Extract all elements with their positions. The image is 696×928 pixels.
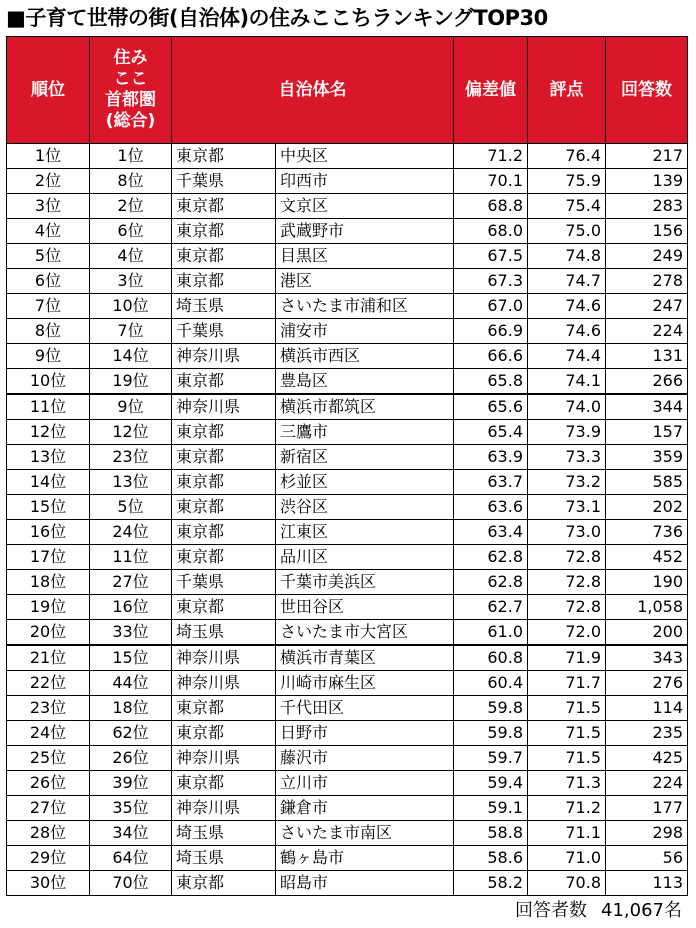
cell-rank: 19位 (7, 595, 90, 620)
cell-prefecture: 東京都 (172, 219, 276, 244)
cell-rank: 21位 (7, 645, 90, 671)
cell-municipality: 武蔵野市 (276, 219, 454, 244)
cell-score: 70.8 (528, 871, 606, 896)
table-row (7, 821, 688, 846)
cell-prefecture: 千葉県 (172, 570, 276, 595)
cell-municipality: 杉並区 (276, 470, 454, 495)
cell-metro-rank: 44位 (90, 671, 172, 696)
cell-metro-rank: 27位 (90, 570, 172, 595)
cell-responses: 139 (606, 169, 688, 194)
cell-deviation: 67.5 (454, 244, 528, 269)
cell-rank: 22位 (7, 671, 90, 696)
cell-prefecture: 千葉県 (172, 319, 276, 344)
cell-rank: 15位 (7, 495, 90, 520)
cell-rank: 24位 (7, 721, 90, 746)
cell-metro-rank: 13位 (90, 470, 172, 495)
cell-score: 71.3 (528, 771, 606, 796)
cell-deviation: 59.8 (454, 721, 528, 746)
table-row (7, 294, 688, 319)
cell-rank: 14位 (7, 470, 90, 495)
cell-deviation: 62.7 (454, 595, 528, 620)
table-row (7, 269, 688, 294)
table-row (7, 244, 688, 269)
cell-municipality: 鶴ヶ島市 (276, 846, 454, 871)
table-row (7, 620, 688, 646)
cell-metro-rank: 33位 (90, 620, 172, 646)
cell-responses: 298 (606, 821, 688, 846)
cell-score: 71.9 (528, 645, 606, 671)
cell-score: 75.9 (528, 169, 606, 194)
table-row (7, 344, 688, 369)
cell-prefecture: 東京都 (172, 244, 276, 269)
cell-municipality: さいたま市南区 (276, 821, 454, 846)
cell-deviation: 65.8 (454, 369, 528, 395)
table-row (7, 645, 688, 671)
table-row (7, 394, 688, 420)
cell-score: 71.5 (528, 721, 606, 746)
cell-metro-rank: 5位 (90, 495, 172, 520)
table-row (7, 470, 688, 495)
cell-score: 71.0 (528, 846, 606, 871)
table-row (7, 144, 688, 169)
cell-score: 74.6 (528, 294, 606, 319)
cell-prefecture: 埼玉県 (172, 846, 276, 871)
cell-deviation: 63.7 (454, 470, 528, 495)
cell-municipality: 川崎市麻生区 (276, 671, 454, 696)
cell-responses: 200 (606, 620, 688, 646)
cell-prefecture: 神奈川県 (172, 344, 276, 369)
table-row (7, 746, 688, 771)
cell-score: 74.1 (528, 369, 606, 395)
cell-deviation: 68.8 (454, 194, 528, 219)
cell-prefecture: 神奈川県 (172, 746, 276, 771)
cell-responses: 56 (606, 846, 688, 871)
respondent-total-label: 回答者数 (515, 900, 588, 921)
cell-metro-rank: 26位 (90, 746, 172, 771)
cell-rank: 28位 (7, 821, 90, 846)
cell-rank: 26位 (7, 771, 90, 796)
cell-municipality: 三鷹市 (276, 420, 454, 445)
cell-rank: 11位 (7, 394, 90, 420)
cell-deviation: 63.9 (454, 445, 528, 470)
cell-deviation: 66.6 (454, 344, 528, 369)
cell-prefecture: 東京都 (172, 445, 276, 470)
cell-deviation: 68.0 (454, 219, 528, 244)
cell-score: 71.2 (528, 796, 606, 821)
cell-prefecture: 東京都 (172, 144, 276, 169)
cell-metro-rank: 7位 (90, 319, 172, 344)
cell-metro-rank: 6位 (90, 219, 172, 244)
cell-prefecture: 東京都 (172, 871, 276, 896)
cell-prefecture: 神奈川県 (172, 645, 276, 671)
table-row (7, 871, 688, 896)
table-row (7, 671, 688, 696)
cell-score: 75.4 (528, 194, 606, 219)
cell-prefecture: 東京都 (172, 194, 276, 219)
cell-municipality: 中央区 (276, 144, 454, 169)
cell-deviation: 60.8 (454, 645, 528, 671)
cell-deviation: 70.1 (454, 169, 528, 194)
header-rank: 順位 (7, 37, 90, 144)
cell-municipality: 江東区 (276, 520, 454, 545)
cell-rank: 29位 (7, 846, 90, 871)
table-header-row (7, 37, 688, 144)
header-metro-rank (90, 37, 172, 144)
cell-metro-rank: 15位 (90, 645, 172, 671)
respondent-total (501, 898, 682, 924)
cell-deviation: 67.3 (454, 269, 528, 294)
cell-municipality: 横浜市青葉区 (276, 645, 454, 671)
header-metro-line1: 住み (113, 48, 148, 68)
cell-deviation: 66.9 (454, 319, 528, 344)
cell-responses: 343 (606, 645, 688, 671)
cell-score: 73.1 (528, 495, 606, 520)
cell-metro-rank: 1位 (90, 144, 172, 169)
cell-responses: 224 (606, 319, 688, 344)
cell-metro-rank: 10位 (90, 294, 172, 319)
cell-deviation: 63.6 (454, 495, 528, 520)
cell-municipality: 昭島市 (276, 871, 454, 896)
cell-metro-rank: 35位 (90, 796, 172, 821)
cell-score: 73.9 (528, 420, 606, 445)
cell-rank: 12位 (7, 420, 90, 445)
cell-municipality: 印西市 (276, 169, 454, 194)
cell-responses: 736 (606, 520, 688, 545)
table-row (7, 369, 688, 395)
cell-prefecture: 千葉県 (172, 169, 276, 194)
cell-deviation: 59.7 (454, 746, 528, 771)
cell-responses: 283 (606, 194, 688, 219)
cell-responses: 1,058 (606, 595, 688, 620)
cell-municipality: 港区 (276, 269, 454, 294)
table-row (7, 194, 688, 219)
table-row (7, 445, 688, 470)
cell-rank: 2位 (7, 169, 90, 194)
cell-rank: 27位 (7, 796, 90, 821)
cell-responses: 156 (606, 219, 688, 244)
cell-deviation: 59.1 (454, 796, 528, 821)
cell-deviation: 61.0 (454, 620, 528, 646)
cell-rank: 3位 (7, 194, 90, 219)
cell-metro-rank: 19位 (90, 369, 172, 395)
cell-rank: 9位 (7, 344, 90, 369)
cell-rank: 1位 (7, 144, 90, 169)
cell-score: 73.2 (528, 470, 606, 495)
cell-rank: 5位 (7, 244, 90, 269)
cell-metro-rank: 23位 (90, 445, 172, 470)
cell-metro-rank: 12位 (90, 420, 172, 445)
header-metro-line2: ここ (113, 69, 148, 89)
cell-rank: 13位 (7, 445, 90, 470)
cell-score: 76.4 (528, 144, 606, 169)
cell-deviation: 65.6 (454, 394, 528, 420)
cell-score: 74.8 (528, 244, 606, 269)
cell-deviation: 62.8 (454, 570, 528, 595)
cell-score: 71.7 (528, 671, 606, 696)
cell-score: 72.8 (528, 545, 606, 570)
table-row (7, 420, 688, 445)
cell-responses: 452 (606, 545, 688, 570)
cell-responses: 217 (606, 144, 688, 169)
table-row (7, 169, 688, 194)
cell-municipality: 千葉市美浜区 (276, 570, 454, 595)
cell-rank: 25位 (7, 746, 90, 771)
cell-rank: 10位 (7, 369, 90, 395)
cell-municipality: 豊島区 (276, 369, 454, 395)
cell-municipality: 浦安市 (276, 319, 454, 344)
cell-prefecture: 埼玉県 (172, 620, 276, 646)
cell-prefecture: 東京都 (172, 595, 276, 620)
cell-rank: 7位 (7, 294, 90, 319)
table-row (7, 219, 688, 244)
header-metro-line3: 首都圏 (105, 90, 156, 110)
page-title: ■子育て世帯の街(自治体)の住みここちランキングTOP30 (6, 6, 548, 30)
header-score: 評点 (528, 37, 606, 144)
cell-municipality: 藤沢市 (276, 746, 454, 771)
cell-score: 72.8 (528, 595, 606, 620)
cell-deviation: 59.8 (454, 696, 528, 721)
cell-prefecture: 埼玉県 (172, 821, 276, 846)
cell-prefecture: 東京都 (172, 545, 276, 570)
cell-metro-rank: 18位 (90, 696, 172, 721)
table-row (7, 319, 688, 344)
cell-rank: 18位 (7, 570, 90, 595)
cell-score: 73.3 (528, 445, 606, 470)
cell-responses: 276 (606, 671, 688, 696)
cell-deviation: 58.6 (454, 846, 528, 871)
table-row (7, 771, 688, 796)
cell-municipality: 鎌倉市 (276, 796, 454, 821)
cell-score: 72.0 (528, 620, 606, 646)
cell-score: 73.0 (528, 520, 606, 545)
cell-deviation: 60.4 (454, 671, 528, 696)
cell-prefecture: 神奈川県 (172, 796, 276, 821)
cell-prefecture: 東京都 (172, 495, 276, 520)
cell-municipality: 千代田区 (276, 696, 454, 721)
cell-municipality: さいたま市浦和区 (276, 294, 454, 319)
cell-metro-rank: 11位 (90, 545, 172, 570)
cell-municipality: 新宿区 (276, 445, 454, 470)
cell-deviation: 58.2 (454, 871, 528, 896)
cell-responses: 157 (606, 420, 688, 445)
table-row (7, 721, 688, 746)
cell-score: 71.5 (528, 696, 606, 721)
header-metro-line4: (総合) (105, 111, 156, 131)
cell-metro-rank: 8位 (90, 169, 172, 194)
cell-deviation: 71.2 (454, 144, 528, 169)
cell-municipality: さいたま市大宮区 (276, 620, 454, 646)
cell-municipality: 品川区 (276, 545, 454, 570)
cell-metro-rank: 24位 (90, 520, 172, 545)
header-responses: 回答数 (606, 37, 688, 144)
cell-responses: 344 (606, 394, 688, 420)
cell-prefecture: 東京都 (172, 520, 276, 545)
cell-prefecture: 東京都 (172, 721, 276, 746)
cell-prefecture: 東京都 (172, 420, 276, 445)
header-municipality: 自治体名 (172, 37, 454, 144)
cell-metro-rank: 39位 (90, 771, 172, 796)
cell-municipality: 目黒区 (276, 244, 454, 269)
cell-responses: 247 (606, 294, 688, 319)
cell-responses: 585 (606, 470, 688, 495)
cell-rank: 4位 (7, 219, 90, 244)
cell-responses: 266 (606, 369, 688, 395)
cell-deviation: 65.4 (454, 420, 528, 445)
cell-metro-rank: 16位 (90, 595, 172, 620)
cell-responses: 235 (606, 721, 688, 746)
cell-metro-rank: 14位 (90, 344, 172, 369)
cell-prefecture: 埼玉県 (172, 294, 276, 319)
cell-metro-rank: 70位 (90, 871, 172, 896)
cell-prefecture: 神奈川県 (172, 394, 276, 420)
cell-responses: 131 (606, 344, 688, 369)
cell-metro-rank: 3位 (90, 269, 172, 294)
cell-prefecture: 東京都 (172, 470, 276, 495)
cell-metro-rank: 64位 (90, 846, 172, 871)
cell-rank: 23位 (7, 696, 90, 721)
cell-responses: 177 (606, 796, 688, 821)
cell-rank: 20位 (7, 620, 90, 646)
cell-municipality: 世田谷区 (276, 595, 454, 620)
ranking-table (6, 36, 688, 896)
cell-score: 74.4 (528, 344, 606, 369)
cell-municipality: 横浜市都筑区 (276, 394, 454, 420)
cell-municipality: 横浜市西区 (276, 344, 454, 369)
cell-responses: 202 (606, 495, 688, 520)
cell-deviation: 62.8 (454, 545, 528, 570)
cell-score: 72.8 (528, 570, 606, 595)
cell-municipality: 立川市 (276, 771, 454, 796)
table-row (7, 570, 688, 595)
cell-deviation: 59.4 (454, 771, 528, 796)
cell-rank: 17位 (7, 545, 90, 570)
cell-score: 74.7 (528, 269, 606, 294)
cell-metro-rank: 9位 (90, 394, 172, 420)
cell-prefecture: 東京都 (172, 696, 276, 721)
cell-deviation: 67.0 (454, 294, 528, 319)
cell-responses: 278 (606, 269, 688, 294)
cell-score: 71.1 (528, 821, 606, 846)
cell-metro-rank: 34位 (90, 821, 172, 846)
cell-responses: 359 (606, 445, 688, 470)
cell-prefecture: 東京都 (172, 269, 276, 294)
cell-score: 75.0 (528, 219, 606, 244)
cell-responses: 190 (606, 570, 688, 595)
cell-score: 71.5 (528, 746, 606, 771)
cell-responses: 114 (606, 696, 688, 721)
cell-prefecture: 神奈川県 (172, 671, 276, 696)
cell-prefecture: 東京都 (172, 771, 276, 796)
cell-municipality: 日野市 (276, 721, 454, 746)
cell-metro-rank: 62位 (90, 721, 172, 746)
table-row (7, 545, 688, 570)
cell-rank: 30位 (7, 871, 90, 896)
cell-municipality: 渋谷区 (276, 495, 454, 520)
table-row (7, 520, 688, 545)
cell-metro-rank: 4位 (90, 244, 172, 269)
cell-deviation: 58.8 (454, 821, 528, 846)
cell-prefecture: 東京都 (172, 369, 276, 395)
table-row (7, 846, 688, 871)
cell-metro-rank: 2位 (90, 194, 172, 219)
table-row (7, 595, 688, 620)
cell-responses: 425 (606, 746, 688, 771)
cell-rank: 6位 (7, 269, 90, 294)
respondent-total-value: 41,067名 (601, 900, 682, 921)
table-row (7, 495, 688, 520)
cell-score: 74.6 (528, 319, 606, 344)
cell-responses: 249 (606, 244, 688, 269)
cell-score: 74.0 (528, 394, 606, 420)
cell-responses: 224 (606, 771, 688, 796)
cell-responses: 113 (606, 871, 688, 896)
cell-deviation: 63.4 (454, 520, 528, 545)
cell-rank: 16位 (7, 520, 90, 545)
header-deviation: 偏差値 (454, 37, 528, 144)
cell-municipality: 文京区 (276, 194, 454, 219)
cell-rank: 8位 (7, 319, 90, 344)
table-row (7, 696, 688, 721)
table-row (7, 796, 688, 821)
